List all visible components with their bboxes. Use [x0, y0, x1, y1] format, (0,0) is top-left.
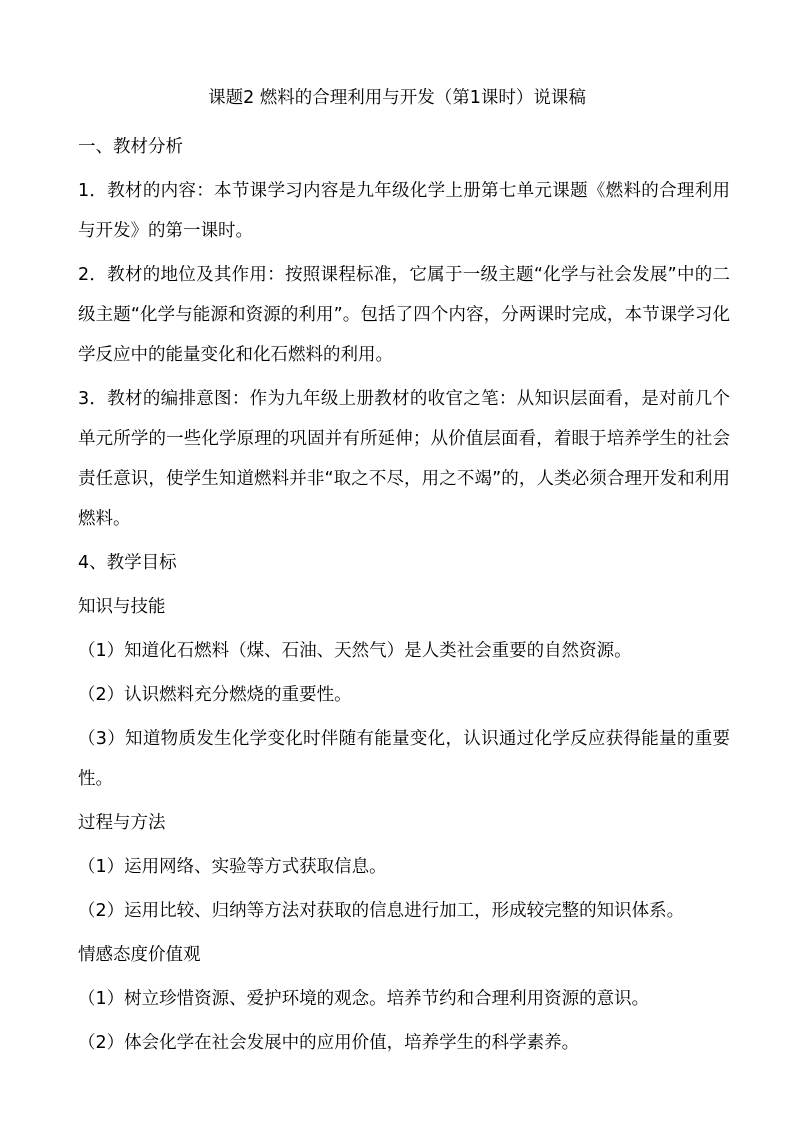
- subheading-process-methods: 过程与方法: [78, 813, 166, 833]
- document-title: 课题2 燃料的合理利用与开发（第1课时）说课稿: [208, 88, 586, 108]
- subheading-emotion-values: 情感态度价值观: [78, 945, 201, 965]
- paragraph-textbook-intent: 3．教材的编排意图：作为九年级上册教材的收官之笔：从知识层面看，是对前几个单元所学的一些化学原理的巩固并有所延伸；从价值层面看，着眼于培养学生的社会责任意识，使学生知道燃料并非“取之不尽，用之不竭”的，人类必须合理开发和利用燃料。: [78, 389, 730, 529]
- section-heading-textbook-analysis: 一、教材分析: [78, 137, 183, 157]
- section-heading-teaching-goals: 4、教学目标: [78, 553, 177, 573]
- paragraph-textbook-content: 1．教材的内容：本节课学习内容是九年级化学上册第七单元课题《燃料的合理利用与开发》的第一课时。: [78, 181, 730, 241]
- paragraph-textbook-status: 2．教材的地位及其作用：按照课程标准，它属于一级主题“化学与社会发展”中的二级主题“化学与能源和资源的利用”。包括了四个内容，分两课时完成，本节课学习化学反应中的能量变化和化石燃料的利用。: [78, 265, 730, 365]
- document-body: [78, 127, 730, 1067]
- list-item-knowledge-1: （1）知道化石燃料（煤、石油、天然气）是人类社会重要的自然资源。: [78, 641, 632, 661]
- list-item-process-1: （1）运用网络、实验等方式获取信息。: [78, 857, 387, 877]
- list-item-emotion-2: （2）体会化学在社会发展中的应用价值，培养学生的科学素养。: [78, 1033, 580, 1053]
- list-item-process-2: （2）运用比较、归纳等方法对获取的信息进行加工，形成较完整的知识体系。: [78, 901, 685, 921]
- list-item-knowledge-2: （2）认识燃料充分燃烧的重要性。: [78, 685, 352, 705]
- list-item-knowledge-3: （3）知道物质发生化学变化时伴随有能量变化，认识通过化学反应获得能量的重要性。: [78, 729, 730, 789]
- subheading-knowledge-skills: 知识与技能: [78, 597, 166, 617]
- list-item-emotion-1: （1）树立珍惜资源、爱护环境的观念。培养节约和合理利用资源的意识。: [78, 989, 650, 1009]
